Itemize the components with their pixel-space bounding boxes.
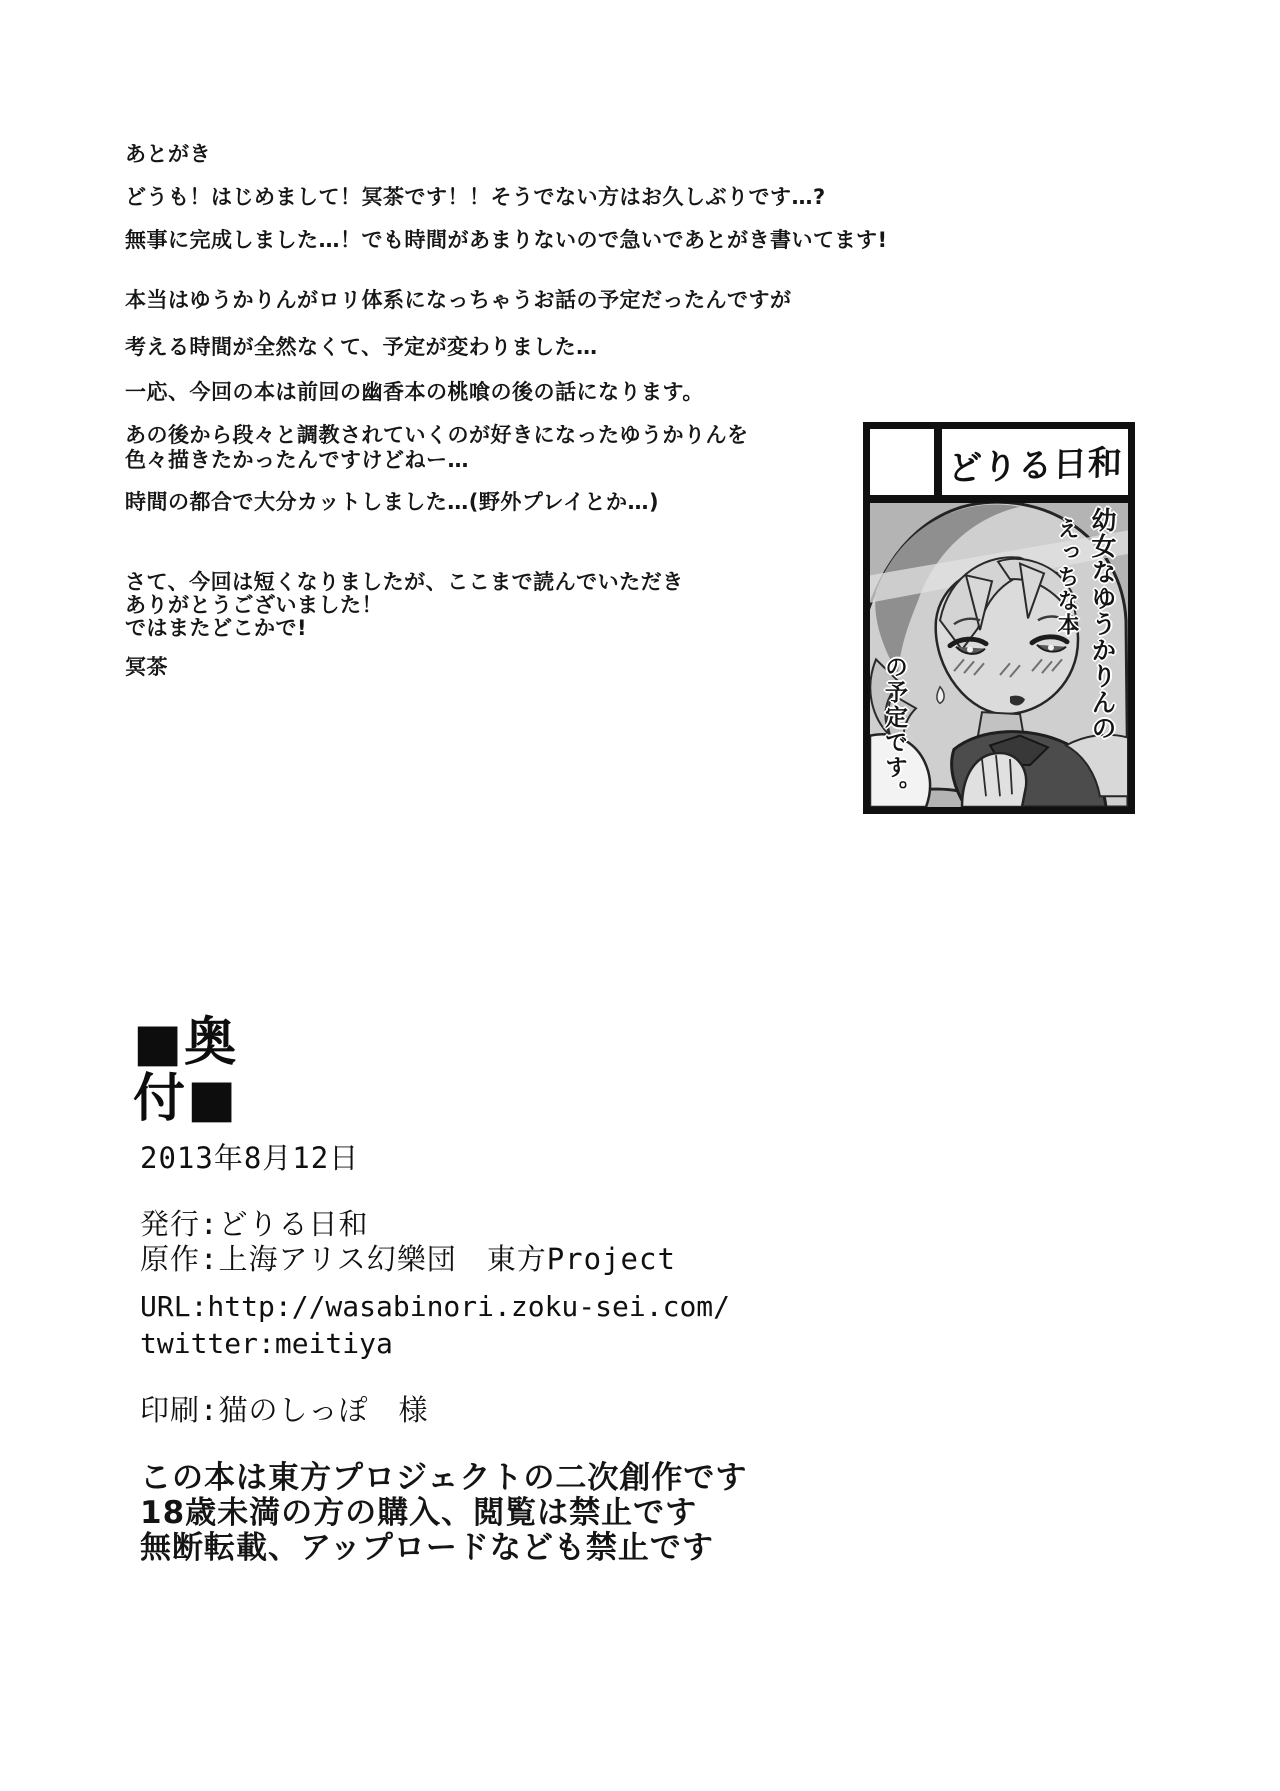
colophon-date: 2013年8月12日	[140, 1141, 360, 1175]
afterword-heading: あとがき	[125, 142, 211, 166]
afterword-line: どうも！はじめまして！冥茶です！！そうでない方はお久しぶりです…?	[125, 185, 826, 209]
afterword-line: 考える時間が全然なくて、予定が変わりました…	[125, 335, 598, 359]
afterword-line: 時間の都合で大分カットしました…(野外プレイとか…)	[125, 490, 660, 514]
colophon-url: URL:http://wasabinori.zoku-sei.com/	[140, 1290, 731, 1323]
colophon-twitter: twitter:meitiya	[140, 1327, 393, 1360]
afterword-line: さて、今回は短くなりましたが、ここまで読んでいただき	[125, 570, 684, 594]
colophon-publisher: 発行:どりる日和	[140, 1207, 369, 1241]
promo-illustration	[870, 503, 1128, 807]
colophon-notice: 18歳未満の方の購入、閲覧は禁止です	[140, 1495, 698, 1531]
colophon-notice: この本は東方プロジェクトの二次創作です	[140, 1460, 748, 1496]
promo-blank-cell	[870, 429, 934, 495]
afterword-line: 一応、今回の本は前回の幽香本の桃喰の後の話になります。	[125, 380, 704, 404]
promo-banner-text: どりる日和	[947, 442, 1123, 489]
colophon-notice: 無断転載、アップロードなども禁止です	[140, 1530, 714, 1566]
promo-caption-sub: えっちな本	[1054, 517, 1079, 637]
afterword-signature: 冥茶	[125, 655, 168, 679]
promo-caption-tail: の予定です。	[881, 655, 907, 805]
colophon-original: 原作:上海アリス幻樂団 東方Project	[140, 1242, 676, 1276]
colophon-printer: 印刷:猫のしっぽ 様	[140, 1393, 429, 1427]
promo-banner	[942, 429, 1128, 495]
afterword-line: 本当はゆうかりんがロリ体系になっちゃうお話の予定だったんですが	[125, 288, 792, 312]
promo-box	[863, 422, 1135, 814]
promo-box-header	[870, 429, 1128, 495]
afterword-line: 色々描きたかったんですけどねー…	[125, 448, 469, 472]
afterword-line: ではまたどこかで!	[125, 616, 308, 640]
colophon-title-line2: 付■	[133, 1069, 239, 1129]
afterword-line: ありがとうございました！	[125, 593, 383, 617]
afterword-line: 無事に完成しました…！でも時間があまりないので急いであとがき書いてます!	[125, 228, 888, 252]
colophon-title-line1: ■奥	[133, 1013, 239, 1073]
promo-caption-main: 幼女なゆうかりんの	[1088, 507, 1117, 741]
afterword-line: あの後から段々と調教されていくのが好きになったゆうかりんを	[125, 423, 749, 447]
